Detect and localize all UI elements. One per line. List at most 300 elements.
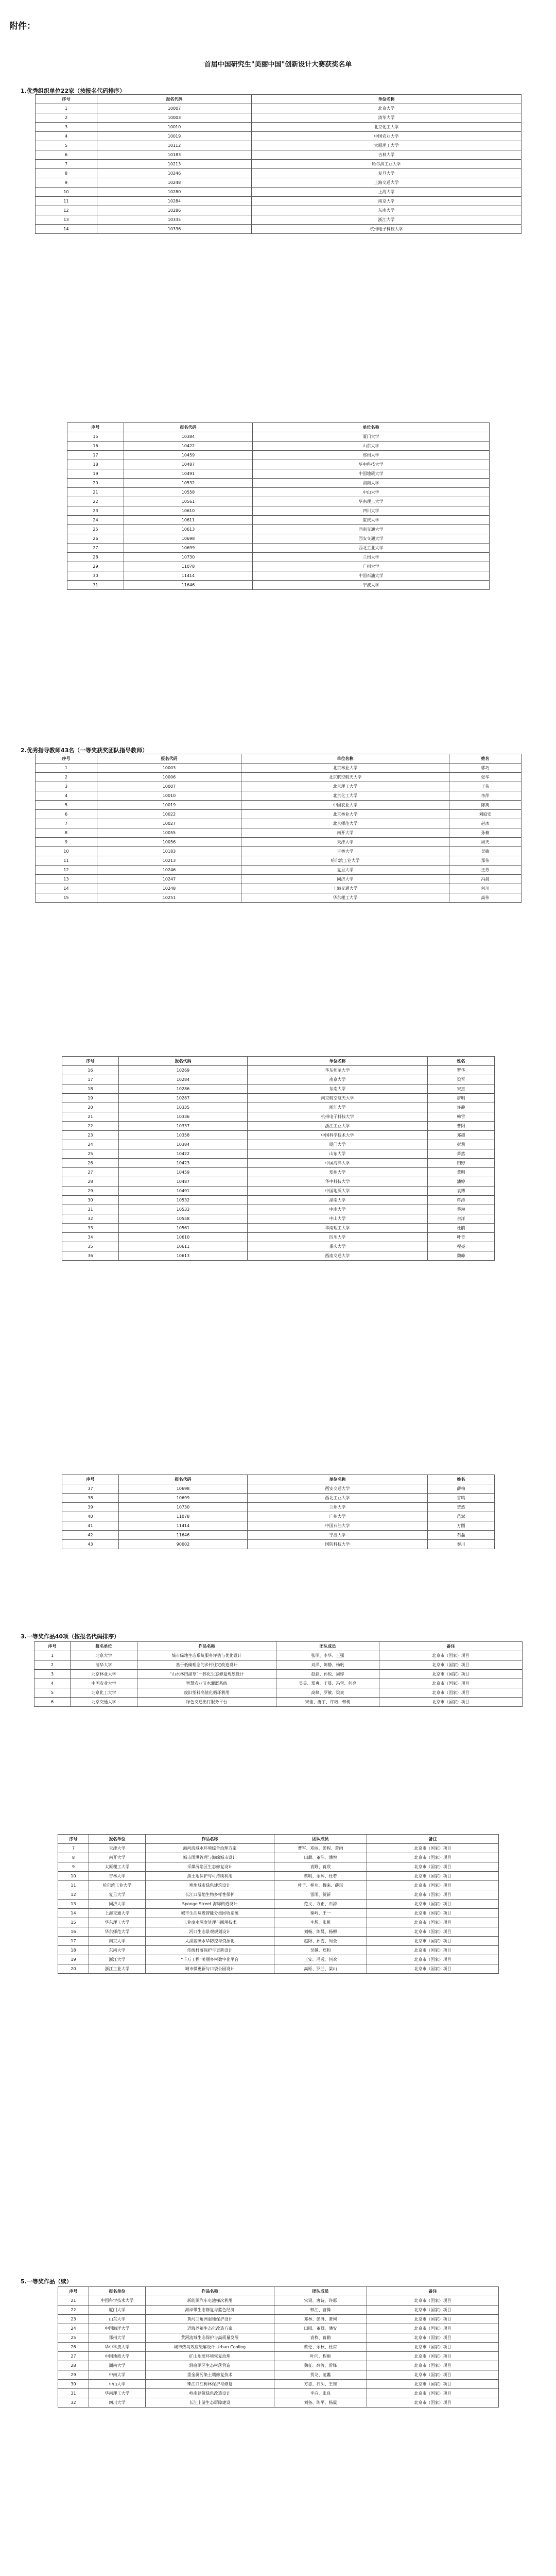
- table-cell: 蔡琳: [428, 1205, 495, 1214]
- table-row: [62, 1224, 495, 1233]
- table-header-row: [62, 1475, 495, 1484]
- table-cell: 31: [62, 1205, 119, 1214]
- table-cell: 21: [58, 2296, 89, 2306]
- table-cell: 北京市（国家）项目: [367, 2315, 499, 2324]
- table-row: [62, 1187, 495, 1196]
- table-cell: 湖南大学: [89, 2361, 146, 2370]
- table-cell: 北京林业大学: [241, 764, 449, 773]
- table-cell: 中国石油大学: [248, 1521, 428, 1531]
- column-header: 姓名: [449, 754, 522, 764]
- table-cell: 10335: [119, 1103, 248, 1112]
- table-cell: 4: [34, 1679, 71, 1688]
- table-row: [62, 1233, 495, 1242]
- table-cell: 叶子、程功、魏来、薛琪: [274, 1881, 367, 1890]
- table-cell: 11646: [124, 581, 253, 590]
- table-cell: 北京市（国家）项目: [367, 1955, 499, 1964]
- column-header: 报名代码: [97, 95, 252, 104]
- table-cell: 21: [67, 488, 124, 497]
- table-row: [62, 1251, 495, 1261]
- table-cell: 15: [58, 1918, 89, 1927]
- table-row: [36, 810, 522, 819]
- table-cell: 赵冰: [449, 819, 522, 828]
- table-row: [36, 847, 522, 856]
- table-cell: 南京大学: [252, 197, 522, 206]
- table-cell: 13: [36, 875, 97, 884]
- table-cell: 哈尔滨工业大学: [241, 856, 449, 866]
- table-cell: 蔡伦、余秋、杜甫: [274, 2343, 367, 2352]
- table-cell: 冯晨: [449, 875, 522, 884]
- table-row: [36, 104, 522, 113]
- table-cell: 10284: [119, 1075, 248, 1084]
- table-cell: 16: [62, 1066, 119, 1075]
- column-header: 备注: [367, 2287, 499, 2296]
- table-row: [36, 828, 522, 838]
- table-cell: 北京市（国家）项目: [367, 1853, 499, 1862]
- table-cell: 北京市（国家）项目: [367, 1844, 499, 1853]
- table-cell: 高伟: [449, 893, 522, 903]
- table-row: [62, 1159, 495, 1168]
- table-header-row: [36, 754, 522, 764]
- table-row: [58, 1844, 499, 1853]
- table-cell: 2: [36, 773, 97, 782]
- table-cell: 同济大学: [241, 875, 449, 884]
- table-cell: 10056: [97, 838, 241, 847]
- table-cell: 哈尔滨工业大学: [252, 160, 522, 169]
- table-row: [62, 1066, 495, 1075]
- table-row: [36, 893, 522, 903]
- table-row: [36, 160, 522, 169]
- table-row: [62, 1168, 495, 1177]
- table-cell: 北京市（国家）项目: [367, 1881, 499, 1890]
- table-cell: 四川大学: [89, 2398, 146, 2408]
- table-cell: 彭莉: [428, 1140, 495, 1149]
- table-cell: 兰州大学: [253, 553, 490, 562]
- table-cell: 32: [62, 1214, 119, 1224]
- table-cell: 7: [36, 160, 97, 169]
- table-cell: 北京市（国家）项目: [367, 1909, 499, 1918]
- table-cell: 秦川: [428, 1540, 495, 1549]
- table-cell: 11414: [119, 1521, 248, 1531]
- table-cell: 北京市（国家）项目: [379, 1679, 523, 1688]
- table-cell: 东南大学: [248, 1084, 428, 1094]
- table-cell: 吉林大学: [252, 150, 522, 160]
- table-cell: 13: [36, 215, 97, 225]
- table-cell: 27: [62, 1168, 119, 1177]
- column-header: 单位名称: [248, 1475, 428, 1484]
- table-cell: 郑州大学: [248, 1168, 428, 1177]
- table-cell: 北京市（国家）项目: [367, 2333, 499, 2343]
- table-cell: 郑伟: [449, 856, 522, 866]
- table-cell: 41: [62, 1521, 119, 1531]
- table-row: [58, 1909, 499, 1918]
- table-cell: 太原理工大学: [89, 1862, 146, 1872]
- table-row: [58, 1918, 499, 1927]
- table-cell: 梁军: [428, 1075, 495, 1084]
- table-cell: 10286: [119, 1084, 248, 1094]
- table-cell: 城市雨洪管理与海绵城市设计: [146, 1853, 274, 1862]
- table-cell: 北京市（国家）项目: [367, 2398, 499, 2408]
- table-cell: 10010: [97, 791, 241, 801]
- table-cell: 11: [36, 856, 97, 866]
- table-cell: 厦门大学: [253, 432, 490, 442]
- table-cell: 9: [36, 838, 97, 847]
- table-cell: 南京大学: [248, 1075, 428, 1084]
- table-row: [62, 1131, 495, 1140]
- table-cell: 张明、李华、王强: [276, 1651, 379, 1660]
- table-cell: 清华大学: [71, 1660, 137, 1670]
- table-cell: 上海交通大学: [89, 1909, 146, 1918]
- table-cell: 4: [36, 791, 97, 801]
- table-row: [62, 1540, 495, 1549]
- table-cell: 新能源汽车电池梯次利用: [146, 2296, 274, 2306]
- table-cell: 12: [36, 206, 97, 215]
- table-cell: 西北工业大学: [253, 544, 490, 553]
- column-header: 单位名称: [248, 1057, 428, 1066]
- table-cell: 南京大学: [89, 1937, 146, 1946]
- table-cell: 10611: [124, 516, 253, 525]
- table-cell: 吴敏: [449, 847, 522, 856]
- table-cell: 4: [36, 132, 97, 141]
- table-cell: 南京航空航天大学: [248, 1094, 428, 1103]
- column-header: 姓名: [428, 1057, 495, 1066]
- table-cell: 25: [58, 2333, 89, 2343]
- table-cell: “山水林田湖草”一体化生态修复规划设计: [137, 1670, 276, 1679]
- table-row: [58, 2370, 499, 2380]
- table-cell: 3: [36, 782, 97, 791]
- table-cell: 邓超: [428, 1131, 495, 1140]
- table-cell: 城市微更新与口袋公园设计: [146, 1964, 274, 1974]
- table-cell: 北京市（国家）项目: [367, 2296, 499, 2306]
- table-cell: 27: [67, 544, 124, 553]
- table-header-row: [58, 2287, 499, 2296]
- table-cell: 西安交通大学: [253, 534, 490, 544]
- table-row: [58, 2389, 499, 2398]
- column-header: 团队成员: [274, 2287, 367, 2296]
- table-cell: 20: [58, 1964, 89, 1974]
- table-cell: 中国地质大学: [253, 469, 490, 479]
- table-row: [62, 1205, 495, 1214]
- table-cell: 10003: [97, 113, 252, 123]
- table-cell: 薛梅: [428, 1484, 495, 1494]
- table-cell: 重庆大学: [253, 516, 490, 525]
- table-cell: 刘畅、陈晨、杨柳: [274, 1927, 367, 1937]
- table-cell: 10698: [119, 1484, 248, 1494]
- table-cell: 叶青: [428, 1233, 495, 1242]
- table-cell: 14: [36, 225, 97, 234]
- table-cell: 南开大学: [241, 828, 449, 838]
- table-cell: 32: [58, 2398, 89, 2408]
- table-header-row: [36, 95, 522, 104]
- table-cell: 10213: [97, 160, 252, 169]
- table-cell: 工业废水深度处理与回用技术: [146, 1918, 274, 1927]
- table-cell: 10698: [124, 534, 253, 544]
- table-cell: 浙江工业大学: [248, 1122, 428, 1131]
- table-cell: 赵阳、孙雯、周全: [274, 1937, 367, 1946]
- table-cell: 10269: [119, 1066, 248, 1075]
- table-cell: 浙江大学: [89, 1955, 146, 1964]
- table-row: [34, 1688, 523, 1698]
- table-cell: 10610: [119, 1233, 248, 1242]
- table-cell: 黄河三角洲湿地保护设计: [146, 2315, 274, 2324]
- table-row: [58, 1927, 499, 1937]
- table-row: [67, 432, 490, 442]
- table-cell: 中国科学技术大学: [248, 1131, 428, 1140]
- work-table-2: [58, 1834, 499, 1974]
- table-cell: 10610: [124, 506, 253, 516]
- table-cell: 广州大学: [248, 1512, 428, 1521]
- column-header: 团队成员: [274, 1835, 367, 1844]
- column-header: 序号: [62, 1475, 119, 1484]
- table-cell: 10183: [97, 150, 252, 160]
- table-cell: 中国海洋大学: [89, 2324, 146, 2333]
- table-cell: 37: [62, 1484, 119, 1494]
- table-cell: 刘备、陈平、杨震: [274, 2398, 367, 2408]
- table-cell: 国防科技大学: [248, 1540, 428, 1549]
- table-cell: 10: [36, 847, 97, 856]
- table-cell: 10287: [119, 1094, 248, 1103]
- table-cell: 10459: [124, 451, 253, 460]
- table-cell: 9: [36, 178, 97, 188]
- table-cell: 宋佳、唐宇、许诺、韩梅: [276, 1698, 379, 1707]
- table-cell: 18: [62, 1084, 119, 1094]
- table-cell: 22: [62, 1122, 119, 1131]
- table-cell: 10286: [97, 206, 252, 215]
- table-cell: 8: [36, 828, 97, 838]
- table-row: [67, 553, 490, 562]
- table-cell: 田园、董卿、潘安: [274, 2324, 367, 2333]
- table-cell: 重庆大学: [248, 1242, 428, 1251]
- table-cell: 19: [67, 469, 124, 479]
- table-cell: 10561: [124, 497, 253, 506]
- table-cell: 26: [58, 2343, 89, 2352]
- table-cell: 李白、张良: [274, 2389, 367, 2398]
- table-row: [67, 497, 490, 506]
- table-header-row: [58, 1835, 499, 1844]
- table-cell: 绿色交通出行服务平台: [137, 1698, 276, 1707]
- org-table-2: [67, 422, 490, 590]
- table-cell: 吴昊、郑爽、王晨、冯雪、何亮: [276, 1679, 379, 1688]
- table-cell: 罗华: [428, 1066, 495, 1075]
- table-cell: 废旧塑料高值化循环利用: [137, 1688, 276, 1698]
- table-cell: 14: [36, 884, 97, 893]
- table-cell: 8: [36, 169, 97, 178]
- table-cell: 10532: [124, 479, 253, 488]
- table-cell: 上海交通大学: [252, 178, 522, 188]
- table-row: [36, 884, 522, 893]
- table-cell: 刘庭安: [449, 810, 522, 819]
- table-row: [36, 150, 522, 160]
- table-row: [58, 2352, 499, 2361]
- table-cell: 5: [36, 141, 97, 150]
- table-cell: 5: [34, 1688, 71, 1698]
- table-cell: 2: [34, 1660, 71, 1670]
- table-cell: 29: [58, 2370, 89, 2380]
- table-row: [67, 506, 490, 516]
- column-header: 姓名: [428, 1475, 495, 1484]
- table-cell: 10558: [124, 488, 253, 497]
- table-cell: 田甜、董浩、潘悦: [274, 1853, 367, 1862]
- table-cell: 16: [58, 1927, 89, 1937]
- column-header: 报名代码: [119, 1475, 248, 1484]
- table-cell: 7: [36, 819, 97, 828]
- table-cell: 北京航空航天大学: [241, 773, 449, 782]
- table-cell: 1: [36, 104, 97, 113]
- table-cell: 北京理工大学: [241, 782, 449, 791]
- table-cell: 华南理工大学: [248, 1224, 428, 1233]
- table-cell: 38: [62, 1494, 119, 1503]
- column-header: 报名代码: [97, 754, 241, 764]
- column-header: 报名单位: [89, 1835, 146, 1844]
- table-cell: 袁野、蒋欣: [274, 1862, 367, 1872]
- table-cell: 浙江大学: [248, 1103, 428, 1112]
- table-cell: 23: [67, 506, 124, 516]
- table-cell: 宁波大学: [248, 1531, 428, 1540]
- table-cell: 近海养殖生态化改造方案: [146, 2324, 274, 2333]
- table-cell: 城市绿地生态系统服务评估与优化设计: [137, 1651, 276, 1660]
- table-cell: 兰州大学: [248, 1503, 428, 1512]
- table-cell: 10358: [119, 1131, 248, 1140]
- table-cell: 石磊: [428, 1531, 495, 1540]
- table-cell: 24: [58, 2324, 89, 2333]
- table-cell: 潘婷: [428, 1177, 495, 1187]
- table-cell: 北京市（国家）项目: [367, 1946, 499, 1955]
- table-cell: 33: [62, 1224, 119, 1233]
- table-cell: 贺龙、范蠡: [274, 2370, 367, 2380]
- table-cell: 吉林大学: [89, 1872, 146, 1881]
- table-row: [58, 2398, 499, 2408]
- column-header: 单位名称: [252, 95, 522, 104]
- table-cell: 10019: [97, 132, 252, 141]
- table-cell: 10422: [124, 442, 253, 451]
- table-row: [36, 197, 522, 206]
- table-header-row: [67, 423, 490, 432]
- column-header: 单位名称: [253, 423, 490, 432]
- table-cell: 宋杰: [428, 1084, 495, 1094]
- table-row: [34, 1651, 523, 1660]
- column-header: 序号: [62, 1057, 119, 1066]
- table-cell: 厦门大学: [89, 2306, 146, 2315]
- table-cell: 韩雪: [428, 1112, 495, 1122]
- table-row: [58, 1955, 499, 1964]
- table-row: [58, 2343, 499, 2352]
- table-cell: 西北工业大学: [248, 1494, 428, 1503]
- table-cell: 西南交通大学: [248, 1251, 428, 1261]
- table-cell: 王伟: [449, 782, 522, 791]
- table-cell: 10007: [97, 782, 241, 791]
- table-cell: 清华大学: [252, 113, 522, 123]
- table-row: [58, 1964, 499, 1974]
- table-cell: 31: [58, 2389, 89, 2398]
- table-cell: 10730: [124, 553, 253, 562]
- table-cell: 北京市（国家）项目: [379, 1698, 523, 1707]
- table-cell: 10533: [119, 1205, 248, 1214]
- table-cell: 田野: [428, 1159, 495, 1168]
- table-cell: 10006: [97, 773, 241, 782]
- table-cell: 海河流域水环境综合治理方案: [146, 1844, 274, 1853]
- table-cell: 方圆: [428, 1521, 495, 1531]
- table-row: [36, 791, 522, 801]
- table-row: [36, 856, 522, 866]
- table-cell: 39: [62, 1503, 119, 1512]
- table-cell: 中国农业大学: [241, 801, 449, 810]
- table-cell: 上海大学: [252, 188, 522, 197]
- table-cell: 中国农业大学: [252, 132, 522, 141]
- table-cell: 26: [62, 1159, 119, 1168]
- table-row: [58, 2296, 499, 2306]
- table-cell: 28: [67, 553, 124, 562]
- table-row: [34, 1670, 523, 1679]
- table-cell: 湖南大学: [253, 479, 490, 488]
- table-cell: 北京市（国家）项目: [367, 1927, 499, 1937]
- table-cell: 29: [62, 1187, 119, 1196]
- table-cell: 10558: [119, 1214, 248, 1224]
- table-cell: 东南大学: [252, 206, 522, 215]
- table-cell: 北京市（国家）项目: [379, 1670, 523, 1679]
- table-row: [58, 1881, 499, 1890]
- table-cell: 郭巧: [449, 764, 522, 773]
- table-row: [34, 1660, 523, 1670]
- table-cell: 北京化工大学: [71, 1688, 137, 1698]
- table-row: [67, 534, 490, 544]
- table-cell: 15: [36, 893, 97, 903]
- attachment-label: 附件：: [9, 21, 36, 31]
- table-cell: 10561: [119, 1224, 248, 1233]
- table-cell: 余洋: [428, 1214, 495, 1224]
- table-cell: 10613: [119, 1251, 248, 1261]
- table-cell: 华南理工大学: [89, 2389, 146, 2398]
- table-cell: 魏征、薛涛、雷锋: [274, 2361, 367, 2370]
- table-cell: 10699: [119, 1494, 248, 1503]
- table-cell: 袁博: [428, 1187, 495, 1196]
- table-cell: 31: [67, 581, 124, 590]
- table-cell: 北京交通大学: [71, 1698, 137, 1707]
- table-row: [62, 1242, 495, 1251]
- table-cell: 10213: [97, 856, 241, 866]
- table-cell: 华中科技大学: [89, 2343, 146, 2352]
- table-row: [62, 1196, 495, 1205]
- table-cell: 吉林大学: [241, 847, 449, 856]
- table-cell: 北京市（国家）项目: [367, 1890, 499, 1900]
- table-cell: 10491: [124, 469, 253, 479]
- table-cell: 30: [67, 571, 124, 581]
- table-cell: 天津大学: [89, 1844, 146, 1853]
- table-cell: 华南理工大学: [253, 497, 490, 506]
- work-table-1: [34, 1641, 523, 1707]
- table-cell: 北京师范大学: [241, 819, 449, 828]
- table-cell: 10487: [119, 1177, 248, 1187]
- table-cell: 东南大学: [89, 1946, 146, 1955]
- table-row: [67, 525, 490, 534]
- table-cell: 10247: [97, 875, 241, 884]
- table-cell: 唐明: [428, 1094, 495, 1103]
- table-row: [62, 1214, 495, 1224]
- table-row: [62, 1075, 495, 1084]
- table-cell: 10611: [119, 1242, 248, 1251]
- column-header: 序号: [34, 1642, 71, 1651]
- table-row: [58, 1862, 499, 1872]
- table-row: [36, 141, 522, 150]
- table-cell: 34: [62, 1233, 119, 1242]
- table-cell: 程亮: [428, 1242, 495, 1251]
- table-cell: 6: [36, 150, 97, 160]
- table-row: [36, 838, 522, 847]
- table-cell: 北京市（国家）项目: [367, 2361, 499, 2370]
- table-cell: 20: [67, 479, 124, 488]
- table-cell: 北京市（国家）项目: [367, 1937, 499, 1946]
- table-cell: 22: [58, 2306, 89, 2315]
- table-cell: 西安交通大学: [248, 1484, 428, 1494]
- table-cell: 上海交通大学: [241, 884, 449, 893]
